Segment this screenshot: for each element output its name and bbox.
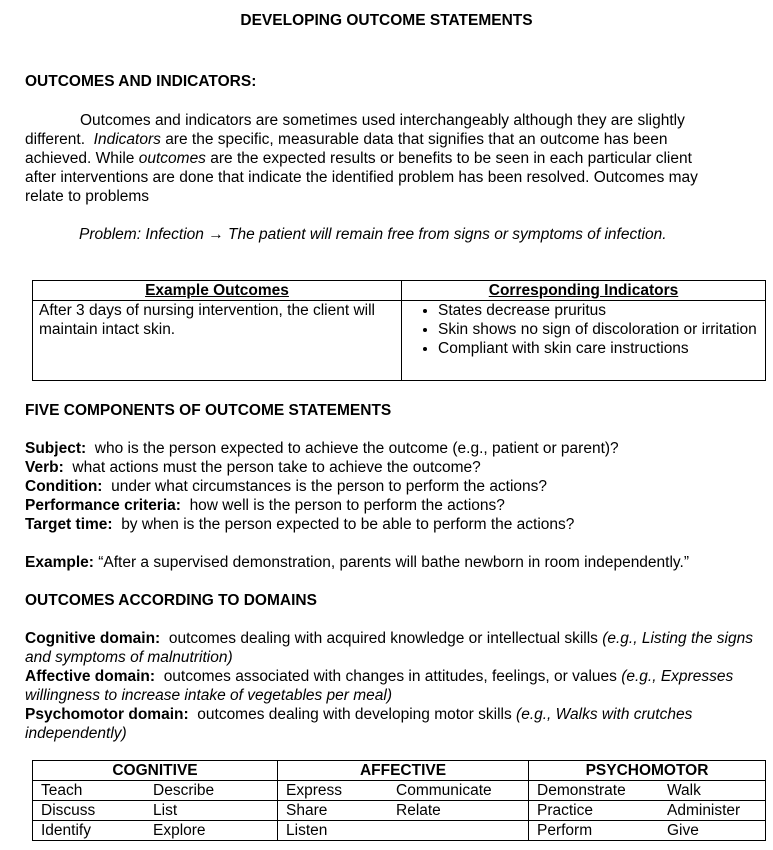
- component-text: who is the person expected to achieve the outcome (e.g., patient or parent)?: [94, 440, 619, 457]
- verb: Demonstrate: [537, 782, 626, 799]
- list-item: [25, 515, 755, 534]
- verb: Express: [286, 782, 342, 799]
- section-heading-domains: OUTCOMES ACCORDING TO DOMAINS: [25, 592, 317, 609]
- problem-example: Problem: Infection → The patient will remain free from signs or symptoms of infection.: [79, 226, 667, 243]
- col-header-psychomotor: PSYCHOMOTOR: [529, 761, 766, 781]
- table-cell: [33, 781, 278, 801]
- intro-text: different.: [25, 131, 86, 148]
- outcomes-term: outcomes: [138, 150, 206, 167]
- intro-line-4: after interventions are done that indicate the identified problem has been resolved. Outcomes may: [25, 169, 698, 186]
- list-item: [25, 477, 755, 496]
- component-text: under what circumstances is the person to perform the actions?: [111, 478, 548, 495]
- component-label: Subject:: [25, 440, 87, 457]
- domain-example: (e.g., Listing the signs and symptoms of malnutrition): [25, 630, 753, 666]
- indicators-term: Indicators: [93, 131, 161, 148]
- intro-paragraph: [25, 111, 755, 206]
- table-cell: [33, 821, 278, 841]
- table-cell: [529, 821, 766, 841]
- intro-line-5: relate to problems: [25, 188, 150, 205]
- domains-list: [25, 629, 755, 743]
- domain-text: outcomes associated with changes in attitudes, feelings, or values: [163, 668, 617, 685]
- component-label: Performance criteria:: [25, 497, 181, 514]
- list-item: [25, 629, 755, 667]
- list-item: [25, 458, 755, 477]
- verb: Teach: [41, 782, 83, 799]
- intro-text: are the specific, measurable data that signifies that an outcome has been: [165, 131, 668, 148]
- components-list: [25, 439, 755, 534]
- table-cell: [529, 801, 766, 821]
- list-item: • Skin shows no sign of discoloration or irritation: [438, 320, 759, 339]
- components-example: [25, 553, 755, 572]
- intro-text: achieved. While: [25, 150, 135, 167]
- component-text: by when is the person expected to be able to perform the actions?: [121, 516, 575, 533]
- domain-text: outcomes dealing with acquired knowledge or intellectual skills: [168, 630, 598, 647]
- component-label: Target time:: [25, 516, 113, 533]
- list-item: [25, 667, 755, 705]
- component-label: Condition:: [25, 478, 103, 495]
- example-outcome-cell: After 3 days of nursing intervention, the client will maintain intact skin.: [33, 301, 402, 381]
- component-text: what actions must the person take to achieve the outcome?: [72, 459, 481, 476]
- verb: Perform: [537, 822, 593, 839]
- list-item: [25, 439, 755, 458]
- verb: List: [153, 802, 178, 819]
- table-cell: [278, 781, 529, 801]
- verb: Administer: [667, 802, 741, 819]
- intro-line-3: [25, 149, 755, 168]
- col-header-cognitive: COGNITIVE: [33, 761, 278, 781]
- intro-line-2: [25, 130, 755, 149]
- domain-label: Cognitive domain:: [25, 630, 161, 647]
- verb: Give: [667, 822, 699, 839]
- intro-text: are the expected results or benefits to be seen in each particular client: [210, 150, 692, 167]
- domain-label: Psychomotor domain:: [25, 706, 189, 723]
- col-header-indicators: Corresponding Indicators: [402, 281, 766, 301]
- domain-text: outcomes dealing with developing motor skills: [197, 706, 512, 723]
- outcomes-indicators-table: [32, 280, 766, 381]
- table-cell: [529, 781, 766, 801]
- indicator-list: [408, 301, 759, 358]
- col-header-outcomes: Example Outcomes: [33, 281, 402, 301]
- section-heading-five-components: FIVE COMPONENTS OF OUTCOME STATEMENTS: [25, 402, 392, 419]
- verb: Practice: [537, 802, 593, 819]
- verb: Listen: [286, 822, 328, 839]
- component-text: how well is the person to perform the actions?: [189, 497, 505, 514]
- verb: Identify: [41, 822, 91, 839]
- verb: Share: [286, 802, 328, 819]
- page-title: DEVELOPING OUTCOME STATEMENTS: [240, 12, 533, 29]
- verb: Explore: [153, 822, 206, 839]
- list-item: [25, 496, 755, 515]
- component-label: Verb:: [25, 459, 64, 476]
- table-cell: [33, 801, 278, 821]
- example-text: “After a supervised demonstration, parents will bathe newborn in room independently.”: [98, 554, 689, 571]
- intro-line-1: Outcomes and indicators are sometimes used interchangeably although they are slightly: [80, 112, 685, 129]
- list-item: [25, 705, 755, 743]
- domain-label: Affective domain:: [25, 668, 156, 685]
- verb: Describe: [153, 782, 215, 799]
- verb: Communicate: [396, 782, 492, 799]
- domain-verbs-table: [32, 760, 766, 841]
- section-heading-outcomes-indicators: OUTCOMES AND INDICATORS:: [25, 73, 257, 90]
- domain-example: (e.g., Walks with crutches independently): [25, 706, 693, 742]
- indicators-cell: [402, 301, 766, 381]
- verb: Relate: [396, 802, 441, 819]
- table-cell: [278, 801, 529, 821]
- verb: Walk: [667, 782, 701, 799]
- col-header-affective: AFFECTIVE: [278, 761, 529, 781]
- verb: Discuss: [41, 802, 96, 819]
- list-item: • States decrease pruritus: [438, 301, 759, 320]
- domain-example: (e.g., Expresses willingness to increase intake of vegetables per meal): [25, 668, 734, 704]
- table-cell: [278, 821, 529, 841]
- list-item: • Compliant with skin care instructions: [438, 339, 759, 358]
- example-label: Example:: [25, 554, 94, 571]
